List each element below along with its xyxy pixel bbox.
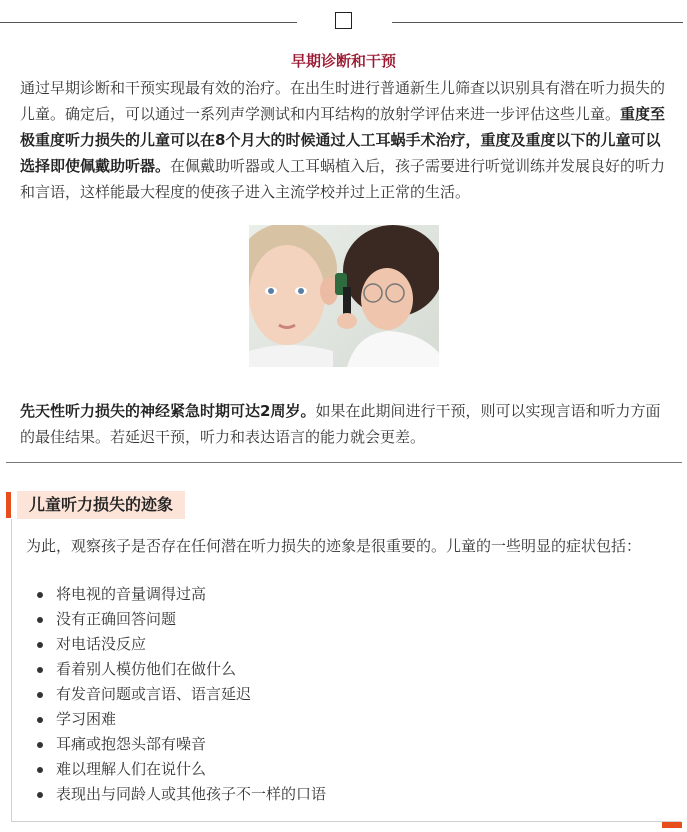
section-heading: 早期诊断和干预	[290, 52, 396, 70]
list-item: 将电视的音量调得过高	[34, 582, 326, 607]
checkbox-icon[interactable]	[335, 12, 352, 29]
section-bottom-accent	[662, 822, 682, 828]
top-divider-right	[392, 22, 683, 23]
list-item: 学习困难	[34, 707, 326, 732]
list-item: 有发音问题或言语、语言延迟	[34, 682, 326, 707]
paragraph-text: 在佩戴助听器或人工耳蜗植入后，孩子需要进行听觉训练并发展良好的听力和言语，这样能最大程度的使孩子进入主流学校并过上正常的生活。	[20, 157, 666, 201]
section-divider	[6, 462, 682, 463]
section-bottom-border	[11, 821, 681, 822]
list-item: 看着别人模仿他们在做什么	[34, 657, 326, 682]
paragraph-text: 如果在此期间进行干预，则可以实现言语和听力方面的最佳结果。若延迟干预，听力和表达语言的能力就会更差。	[20, 402, 661, 446]
list-item: 没有正确回答问题	[34, 607, 326, 632]
list-item: 对电话没反应	[34, 632, 326, 657]
critical-period-paragraph	[20, 398, 672, 450]
list-item: 耳痛或抱怨头部有噪音	[34, 732, 326, 757]
paragraph-bold-text: 重度至极重度听力损失的儿童可以在8个月大的时候通过人工耳蜗手术治疗，重度及重度以下的儿童可以选择即使佩戴助听器。	[20, 105, 666, 175]
section-left-border	[11, 519, 12, 822]
top-divider-left	[0, 22, 297, 23]
section-accent-bar	[6, 492, 11, 518]
section-label: 儿童听力损失的迹象	[17, 491, 185, 519]
paragraph-bold-text: 先天性听力损失的神经紧急时期可达2周岁。	[20, 402, 316, 420]
paragraph-text: 通过早期诊断和干预实现最有效的治疗。在出生时进行普通新生儿筛查以识别具有潜在听力损失的儿童。确定后，可以通过一系列声学测试和内耳结构的放射学评估来进一步评估这些儿童。	[20, 79, 666, 123]
list-item: 难以理解人们在说什么	[34, 757, 326, 782]
list-item: 表现出与同龄人或其他孩子不一样的口语	[34, 782, 326, 807]
symptoms-intro: 为此，观察孩子是否存在任何潜在听力损失的迹象是很重要的。儿童的一些明显的症状包括：	[26, 537, 642, 555]
symptom-list	[34, 582, 326, 807]
doctor-examining-child-ear-photo	[249, 225, 439, 367]
intro-paragraph	[20, 75, 672, 205]
